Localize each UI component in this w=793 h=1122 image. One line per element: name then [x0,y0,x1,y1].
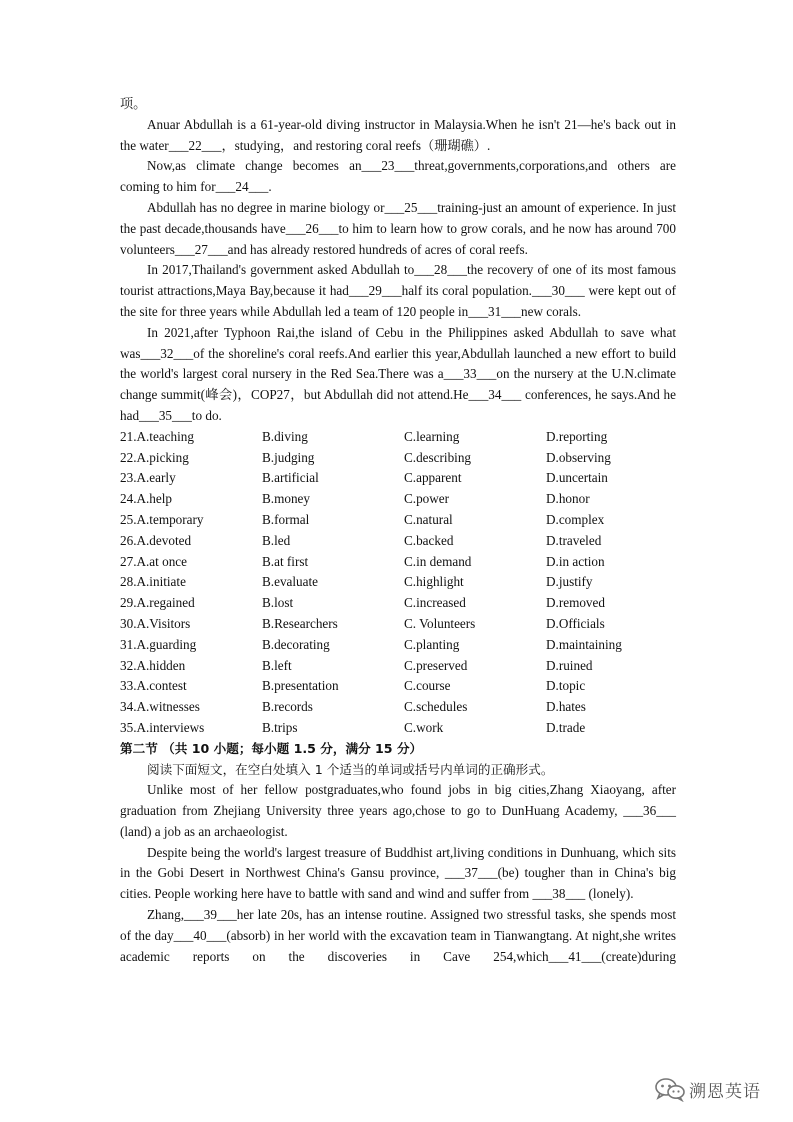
option-b: B.judging [262,449,315,465]
option-b: B.money [262,491,310,507]
option-c: C.in demand [404,553,472,569]
section2-heading: 第二节 （共 10 小题；每小题 1.5 分，满分 15 分） [120,740,423,756]
option-b: B.formal [262,511,310,527]
option-row [120,697,676,718]
option-b: B.at first [262,553,309,569]
option-c: C.natural [404,511,453,527]
option-c: C.course [404,678,451,694]
option-a: 24.A.help [120,491,173,507]
option-a: 21.A.teaching [120,428,194,444]
option-row [120,448,676,469]
option-row [120,614,676,635]
option-d: D.maintaining [546,636,622,652]
option-a: 34.A.witnesses [120,699,200,715]
option-d: D.removed [546,595,605,611]
option-a: 27.A.at once [120,553,188,569]
option-c: C.planting [404,636,460,652]
options-list [120,427,676,739]
option-c: C.apparent [404,470,462,486]
option-d: D.hates [546,699,586,715]
option-d: D.uncertain [546,470,608,486]
option-d: D.in action [546,553,605,569]
passage1-paragraph-4: In 2017,Thailand's government asked Abdullah to___28___the recovery of one of its most famous tourist attractions,Maya Bay,because it had___29___half its coral population.___30___ were kept out of the site for three years while Abdullah led a team of 120 people in___31___new corals. [120,262,676,319]
option-c: C.schedules [404,699,468,715]
option-d: D.traveled [546,532,602,548]
option-a: 31.A.guarding [120,636,197,652]
watermark-logo [653,1076,761,1102]
option-c: C.highlight [404,574,464,590]
option-d: D.observing [546,449,611,465]
option-a: 22.A.picking [120,449,189,465]
option-row [120,510,676,531]
wechat-icon [653,1076,687,1102]
passage1-paragraph-5: In 2021,after Typhoon Rai,the island of Cebu in the Philippines asked Abdullah to save what was___32___of the shoreline's coral reefs.And earlier this year,Abdullah launched a new effort to build the world's largest coral nursery in the Red Sea.There was a___33___on the nursery at the U.N.climate change summit(峰会)，COP27，but Abdullah did not attend.He___34___ conferences, he says.And he had___35___to do. [120,324,676,423]
option-b: B.led [262,532,291,548]
option-c: C. Volunteers [404,615,476,631]
option-d: D.trade [546,719,586,735]
option-row [120,593,676,614]
option-b: B.records [262,699,313,715]
passage1-paragraph-1: Anuar Abdullah is a 61-year-old diving instructor in Malaysia.When he isn't 21—he's back out in the water___22___，studying，and restoring coral reefs（珊瑚礁）. [120,116,676,153]
section2-instruction: 阅读下面短文，在空白处填入 1 个适当的单词或括号内单词的正确形式。 [147,761,554,777]
passage2-paragraph-2: Despite being the world's largest treasure of Buddhist art,living conditions in Dunhuang, which sits in the Gobi Desert in Northwest China's Gansu province, ___37___(be) tougher than in China's big cities. People working here have to battle with sand and wind and suffer from ___38___ (lonely). [120,844,676,902]
option-c: C.backed [404,532,454,548]
document-page [120,94,676,967]
option-b: B.lost [262,595,294,611]
watermark-text: 溯恩英语 [689,1081,761,1102]
option-b: B.left [262,657,292,673]
option-b: B.artificial [262,470,319,486]
option-a: 23.A.early [120,470,176,486]
option-row [120,572,676,593]
option-d: D.topic [546,678,586,694]
passage1-paragraph-3: Abdullah has no degree in marine biology or___25___training-just an amount of experience. In just the past decade,thousands have___26___to him to learn how to grow corals, and he now has around 700 volunteers___27___and has already restored hundreds of acres of coral reefs. [120,199,676,257]
option-row [120,718,676,739]
option-d: D.ruined [546,657,593,673]
option-b: B.decorating [262,636,330,652]
option-c: C.preserved [404,657,468,673]
option-d: D.Officials [546,615,605,631]
option-a: 32.A.hidden [120,657,186,673]
passage2-paragraph-1: Unlike most of her fellow postgraduates,who found jobs in big cities,Zhang Xiaoyang, after graduation from Zhejiang University three years ago,chose to go to DunHuang Academy, ___36___ (land) a job as an archaeologist. [120,782,676,839]
option-a: 28.A.initiate [120,574,186,590]
option-a: 33.A.contest [120,678,187,694]
option-c: C.work [404,719,444,735]
option-c: C.power [404,491,450,507]
option-b: B.trips [262,719,298,735]
option-d: D.reporting [546,428,608,444]
option-a: 30.A.Visitors [120,615,191,631]
option-d: D.honor [546,491,590,507]
option-c: C.describing [404,449,472,465]
option-d: D.complex [546,511,605,527]
option-a: 35.A.interviews [120,719,205,735]
option-row [120,635,676,656]
fragment-text: 项。 [120,96,147,111]
option-row [120,489,676,510]
passage1-paragraph-2: Now,as climate change becomes an___23___threat,governments,corporations,and others are coming to him for___24___. [120,158,676,195]
option-c: C.learning [404,428,460,444]
option-row [120,676,676,697]
option-b: B.presentation [262,678,339,694]
option-row [120,427,676,448]
option-row [120,656,676,677]
passage2-paragraph-3: Zhang,___39___her late 20s, has an intense routine. Assigned two stressful tasks, she spends most of the day___40___(absorb) in her world with the excavation team in Tianwangtang. At night,she writes academic reports on the discoveries in Cave 254,which___41___(create)during [120,907,676,964]
option-a: 25.A.temporary [120,511,204,527]
option-c: C.increased [404,595,466,611]
option-b: B.Researchers [262,615,338,631]
option-row [120,531,676,552]
option-row [120,552,676,573]
option-d: D.justify [546,574,593,590]
option-b: B.evaluate [262,574,319,590]
option-a: 29.A.regained [120,595,195,611]
option-a: 26.A.devoted [120,532,192,548]
option-row [120,468,676,489]
option-b: B.diving [262,428,308,444]
